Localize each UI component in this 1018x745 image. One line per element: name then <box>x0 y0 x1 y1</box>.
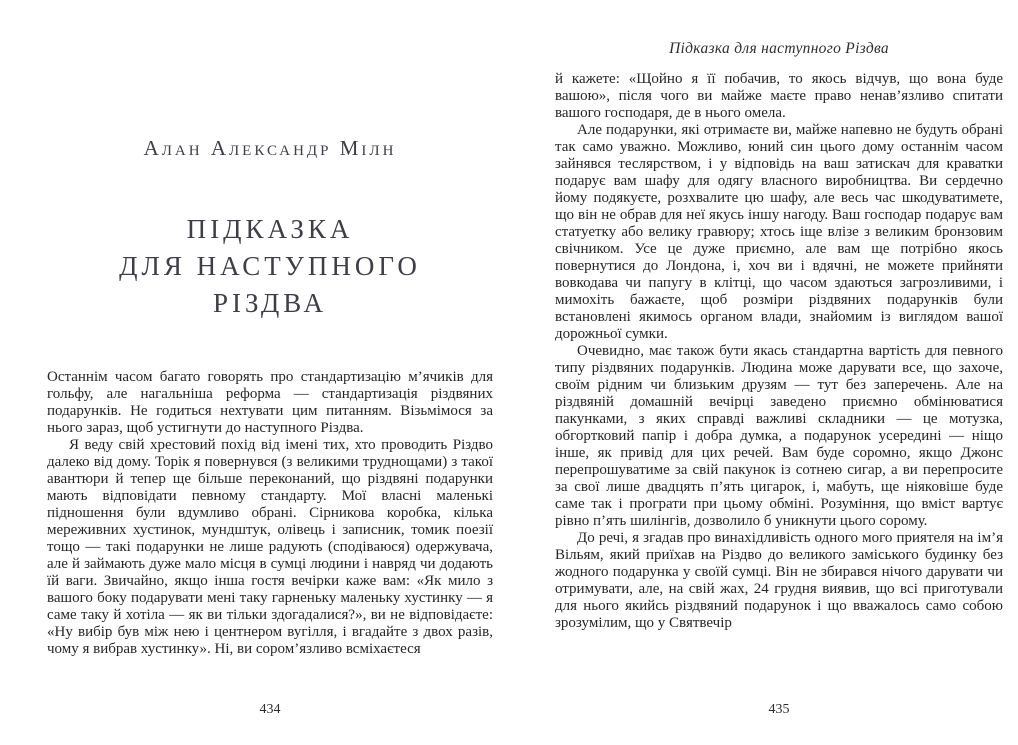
right-page <box>555 0 1003 745</box>
left-page-body <box>47 369 493 658</box>
chapter-title <box>47 211 493 322</box>
paragraph: Останнім часом багато говорять про стандартизацію м’ячиків для гольфу, але нагальніша реформа — стандартизація різдвяних подарунків. Не годиться нехтувати цим питанням. Візьмімося за нього зараз, щоб устигнути до наступного Різдва. <box>47 369 493 436</box>
paragraph: й кажете: «Щойно я її побачив, то якось відчув, що вона буде вашою», після чого ви майже маєте право ненав’язливо спитати вашого господаря, де в нього омела. <box>555 71 1003 121</box>
paragraph: Але подарунки, які отримаєте ви, майже напевно не будуть обрані так само уважно. Можливо, юний син цього дому останнім часом зайнявся теслярством, і у відповідь на ваш затискач для краватки подарує вам шафу для одягу власного виробництва. Ви сердечно йому подякуєте, розхвалите цю шафу, але весь час шкодуватимете, що він не обрав для неї якусь іншу нагоду. Ваш господар подарує вам статуетку або велику гравюру; хтось іще влізе з великим бронзовим свічником. Усе це дуже приємно, але вам ще потрібно якось повернутися до Лондона, і, хоч ви і вдячні, не можете прийняти вовкодава чи папугу в клітці, що часом здаються загрозливими, і мимохіть бажаєте, щоб розміри різдвяних подарунків були встановлені якимось органом влади, знайомим із виглядом вашої дорожньої сумки. <box>555 122 1003 342</box>
left-page <box>47 0 493 745</box>
paragraph: До речі, я згадав про винахідливість одного мого приятеля на ім’я Вільям, який приїхав на Різдво до великого заміського будинку без жодного подарунка у своїй сумці. Він не збирався нічого дарувати чи отримувати, але, на свій жах, 24 грудня виявив, що всі приготували для нього якийсь різдвяний подарунок і що вважалось само собою зрозумілим, що у Святвечір <box>555 530 1003 631</box>
chapter-title-line-3: РІЗДВА <box>212 288 328 318</box>
author-name: Алан Александр Мілн <box>143 136 397 160</box>
paragraph: Очевидно, має також бути якась стандартна вартість для певного типу різдвяних подарунків. Людина може дарувати все, що захоче, своїм рідним чи близьким друзям — тут без заперечень. Але на різдвяній домашній вечірці заведено приємно обмінюватися пакунками, з яких справді важливі складники — це мотузка, обгортковий папір і добра думка, а подарунок усередині — ніщо інше, як привід для цих речей. Вам буде соромно, якщо Джонс перепрошуватиме за свій пакунок із сотнею сигар, а ви перепросите за свої лише двадцять п’ять цигарок, і, мабуть, ще ніяковіше буде саме так і програти при цьому обміні. Розуміння, що вміст вартує рівно п’ять шилінгів, дозволило б уникнути цього сорому. <box>555 343 1003 529</box>
running-header: Підказка для наступного Різдва <box>669 40 889 57</box>
chapter-title-line-2: ДЛЯ НАСТУПНОГО <box>119 251 421 281</box>
chapter-title-line-1: ПІДКАЗКА <box>186 214 354 244</box>
paragraph: Я веду свій хрестовий похід від імені тих, хто проводить Різдво далеко від дому. Торік я повернувся (з великими труднощами) з такої авантюри й тепер ще більше переконаний, що різдвяні подарунки мають відповідати певному стандарту. Мої власні маленькі підношення були вдумливо обрані. Сірникова коробка, кілька мереживних хустинок, мундштук, олівець і записник, томик поезії тощо — такі подарунки не лише радують (сподіваюся) одержувача, але й займають дуже мало місця в сумці людини і навряд чи додають їй ваги. Звичайно, якщо інша гостя вечірки каже вам: «Як мило з вашого боку подарувати мені таку гарненьку маленьку хустинку — я саме таку й хотіла — як ви тільки здогадалися?», ви не відповідаєте: «Ну вибір був між нею і центнером вугілля, і вгадайте з двох разів, чому я вибрав хустинку». Ні, ви сором’язливо всміхаєтеся <box>47 437 493 657</box>
left-page-number: 434 <box>259 702 281 717</box>
right-page-number: 435 <box>768 702 790 717</box>
right-page-body <box>555 71 1003 632</box>
